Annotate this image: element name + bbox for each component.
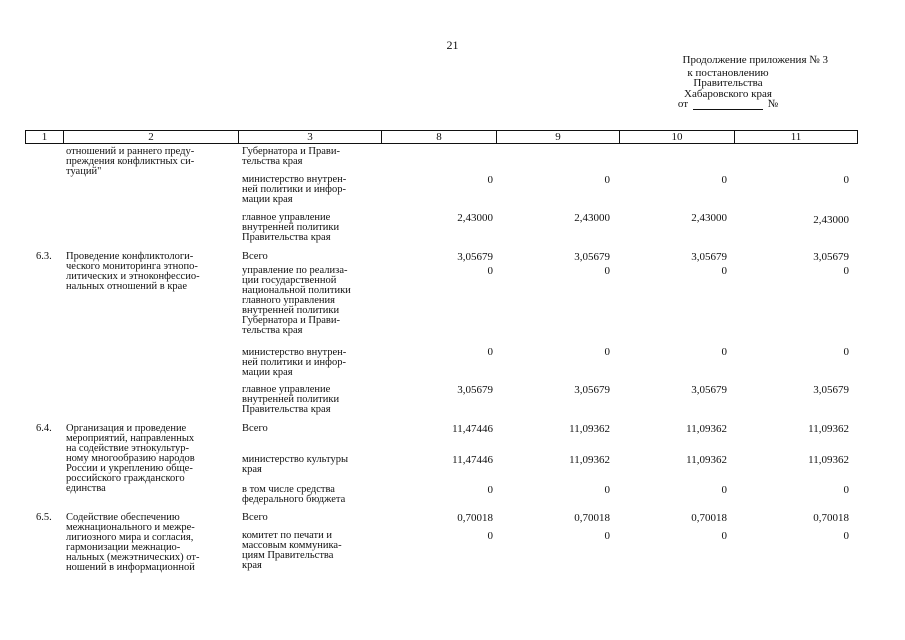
executor-text <box>242 266 351 336</box>
executor-line: Правительства края <box>242 404 331 415</box>
executor-line: внутренней политики <box>242 305 340 316</box>
value-col-10: 0 <box>721 484 727 496</box>
item-number: 6.4. <box>36 423 52 434</box>
header-col-10: 10 <box>620 131 735 143</box>
executor-text <box>242 147 340 167</box>
executor-line: министерство внутрен- <box>242 174 347 185</box>
executor-text <box>242 455 348 475</box>
executor-line: тельства края <box>242 325 303 336</box>
appendix-heading <box>628 55 828 110</box>
executor-line: внутренней политики <box>242 222 340 233</box>
description-line: ному многообразию народов <box>66 453 195 464</box>
description-text <box>66 424 195 494</box>
value-col-11: 3,05679 <box>813 384 849 396</box>
header-col-1: 1 <box>26 131 64 143</box>
executor-line: министерство внутрен- <box>242 347 347 358</box>
description-text <box>66 513 200 573</box>
description-line: преждения конфликтных си- <box>66 156 195 167</box>
executor-line: главное управление <box>242 384 331 395</box>
executor-line: массовым коммуника- <box>242 540 342 551</box>
value-col-11: 0 <box>843 346 849 358</box>
value-col-8: 0 <box>487 530 493 542</box>
executor-line: мации края <box>242 367 293 378</box>
executor-line: ции государственной <box>242 275 337 286</box>
value-col-11: 2,43000 <box>813 214 849 226</box>
executor-line: циям Правительства <box>242 550 334 561</box>
executor-line: тельства края <box>242 156 303 167</box>
description-text <box>66 147 236 177</box>
description-line: гармонизации межнацио- <box>66 542 181 553</box>
value-col-10: 0 <box>721 530 727 542</box>
value-col-10: 3,05679 <box>691 384 727 396</box>
description-line: единства <box>66 483 106 494</box>
description-line: ношений в информационной <box>66 562 195 573</box>
appendix-date-number-line <box>628 99 828 110</box>
value-col-8: 0 <box>487 484 493 496</box>
value-col-10: 0 <box>721 346 727 358</box>
value-col-11: 3,05679 <box>813 251 849 263</box>
executor-line: главного управления <box>242 295 335 306</box>
description-line: мероприятий, направленных <box>66 433 195 444</box>
value-col-10: 11,09362 <box>686 423 727 435</box>
description-line: лигиозного мира и согласия, <box>66 532 194 543</box>
value-col-9: 0,70018 <box>574 512 610 524</box>
item-number: 6.3. <box>36 251 52 262</box>
description-line: Содействие обеспечению <box>66 512 180 523</box>
executor-line: внутренней политики <box>242 394 340 405</box>
executor-text: Всего <box>242 512 268 523</box>
executor-line: мации края <box>242 194 293 205</box>
executor-text <box>242 531 342 571</box>
value-col-11: 0 <box>843 530 849 542</box>
value-col-11: 0 <box>843 265 849 277</box>
header-col-2: 2 <box>64 131 239 143</box>
header-col-8: 8 <box>382 131 497 143</box>
executor-text <box>242 485 345 505</box>
executor-text <box>242 175 346 205</box>
description-line: межнационального и межре- <box>66 522 195 533</box>
description-line: на содействие этнокультур- <box>66 443 190 454</box>
executor-line: национальной политики <box>242 285 351 296</box>
header-col-3: 3 <box>239 131 382 143</box>
value-col-9: 11,09362 <box>569 423 610 435</box>
executor-line: министерство культуры <box>242 454 349 465</box>
value-col-9: 0 <box>604 530 610 542</box>
item-number: 6.5. <box>36 512 52 523</box>
executor-line: ней политики и инфор- <box>242 184 346 195</box>
value-col-8: 0,70018 <box>457 512 493 524</box>
description-line: отношений и раннего преду- <box>66 146 195 157</box>
executor-line: ней политики и инфор- <box>242 357 346 368</box>
executor-line: Губернатора и Прави- <box>242 146 340 157</box>
description-line: российского гражданского <box>66 473 185 484</box>
value-col-10: 0 <box>721 265 727 277</box>
value-col-10: 0,70018 <box>691 512 727 524</box>
executor-line: Губернатора и Прави- <box>242 315 340 326</box>
value-col-8: 0 <box>487 346 493 358</box>
value-col-11: 11,09362 <box>808 423 849 435</box>
table-header-row <box>25 130 858 144</box>
description-line: ческого мониторинга этнопо- <box>66 261 198 272</box>
value-col-9: 0 <box>604 265 610 277</box>
value-col-9: 3,05679 <box>574 251 610 263</box>
page-number: 21 <box>446 38 459 52</box>
description-line: Проведение конфликтологи- <box>66 251 194 262</box>
appendix-line-4: Хабаровского края <box>684 87 772 100</box>
description-line: туаций" <box>66 166 102 177</box>
description-line: Организация и проведение <box>66 423 187 434</box>
value-col-10: 0 <box>721 174 727 186</box>
description-line: нальных (межэтнических) от- <box>66 552 200 563</box>
value-col-10: 2,43000 <box>691 212 727 224</box>
header-col-9: 9 <box>497 131 620 143</box>
value-col-9: 11,09362 <box>569 454 610 466</box>
date-blank <box>693 109 763 110</box>
value-col-8: 0 <box>487 265 493 277</box>
appendix-line-2: к постановлению <box>687 66 769 79</box>
executor-text: Всего <box>242 423 268 434</box>
value-col-9: 2,43000 <box>574 212 610 224</box>
description-text <box>66 252 200 292</box>
value-col-8: 2,43000 <box>457 212 493 224</box>
description-line: литических и этноконфессио- <box>66 271 200 282</box>
value-col-8: 11,47446 <box>452 454 493 466</box>
value-col-9: 0 <box>604 484 610 496</box>
value-col-11: 0,70018 <box>813 512 849 524</box>
executor-line: Правительства края <box>242 232 331 243</box>
executor-line: края <box>242 560 262 571</box>
value-col-8: 3,05679 <box>457 384 493 396</box>
value-col-9: 0 <box>604 174 610 186</box>
value-col-10: 3,05679 <box>691 251 727 263</box>
value-col-11: 0 <box>843 484 849 496</box>
executor-text: Всего <box>242 251 268 262</box>
executor-line: федерального бюджета <box>242 494 346 505</box>
value-col-8: 11,47446 <box>452 423 493 435</box>
value-col-9: 3,05679 <box>574 384 610 396</box>
description-line: России и укреплению обще- <box>66 463 193 474</box>
value-col-8: 0 <box>487 174 493 186</box>
value-col-8: 3,05679 <box>457 251 493 263</box>
appendix-title: Продолжение приложения № 3 <box>682 54 828 66</box>
from-label: от <box>677 98 689 110</box>
executor-text <box>242 385 339 415</box>
executor-line: управление по реализа- <box>242 265 348 276</box>
number-label: № <box>767 98 779 110</box>
value-col-11: 0 <box>843 174 849 186</box>
header-col-11: 11 <box>790 131 802 143</box>
executor-line: комитет по печати и <box>242 530 332 541</box>
appendix-line-3: Правительства <box>693 77 763 89</box>
value-col-10: 11,09362 <box>686 454 727 466</box>
executor-line: главное управление <box>242 212 331 223</box>
value-col-11: 11,09362 <box>808 454 849 466</box>
executor-line: края <box>242 464 262 475</box>
executor-text <box>242 348 346 378</box>
description-line: нальных отношений в крае <box>66 281 188 292</box>
executor-line: в том числе средства <box>242 484 335 495</box>
executor-text <box>242 213 339 243</box>
value-col-9: 0 <box>604 346 610 358</box>
